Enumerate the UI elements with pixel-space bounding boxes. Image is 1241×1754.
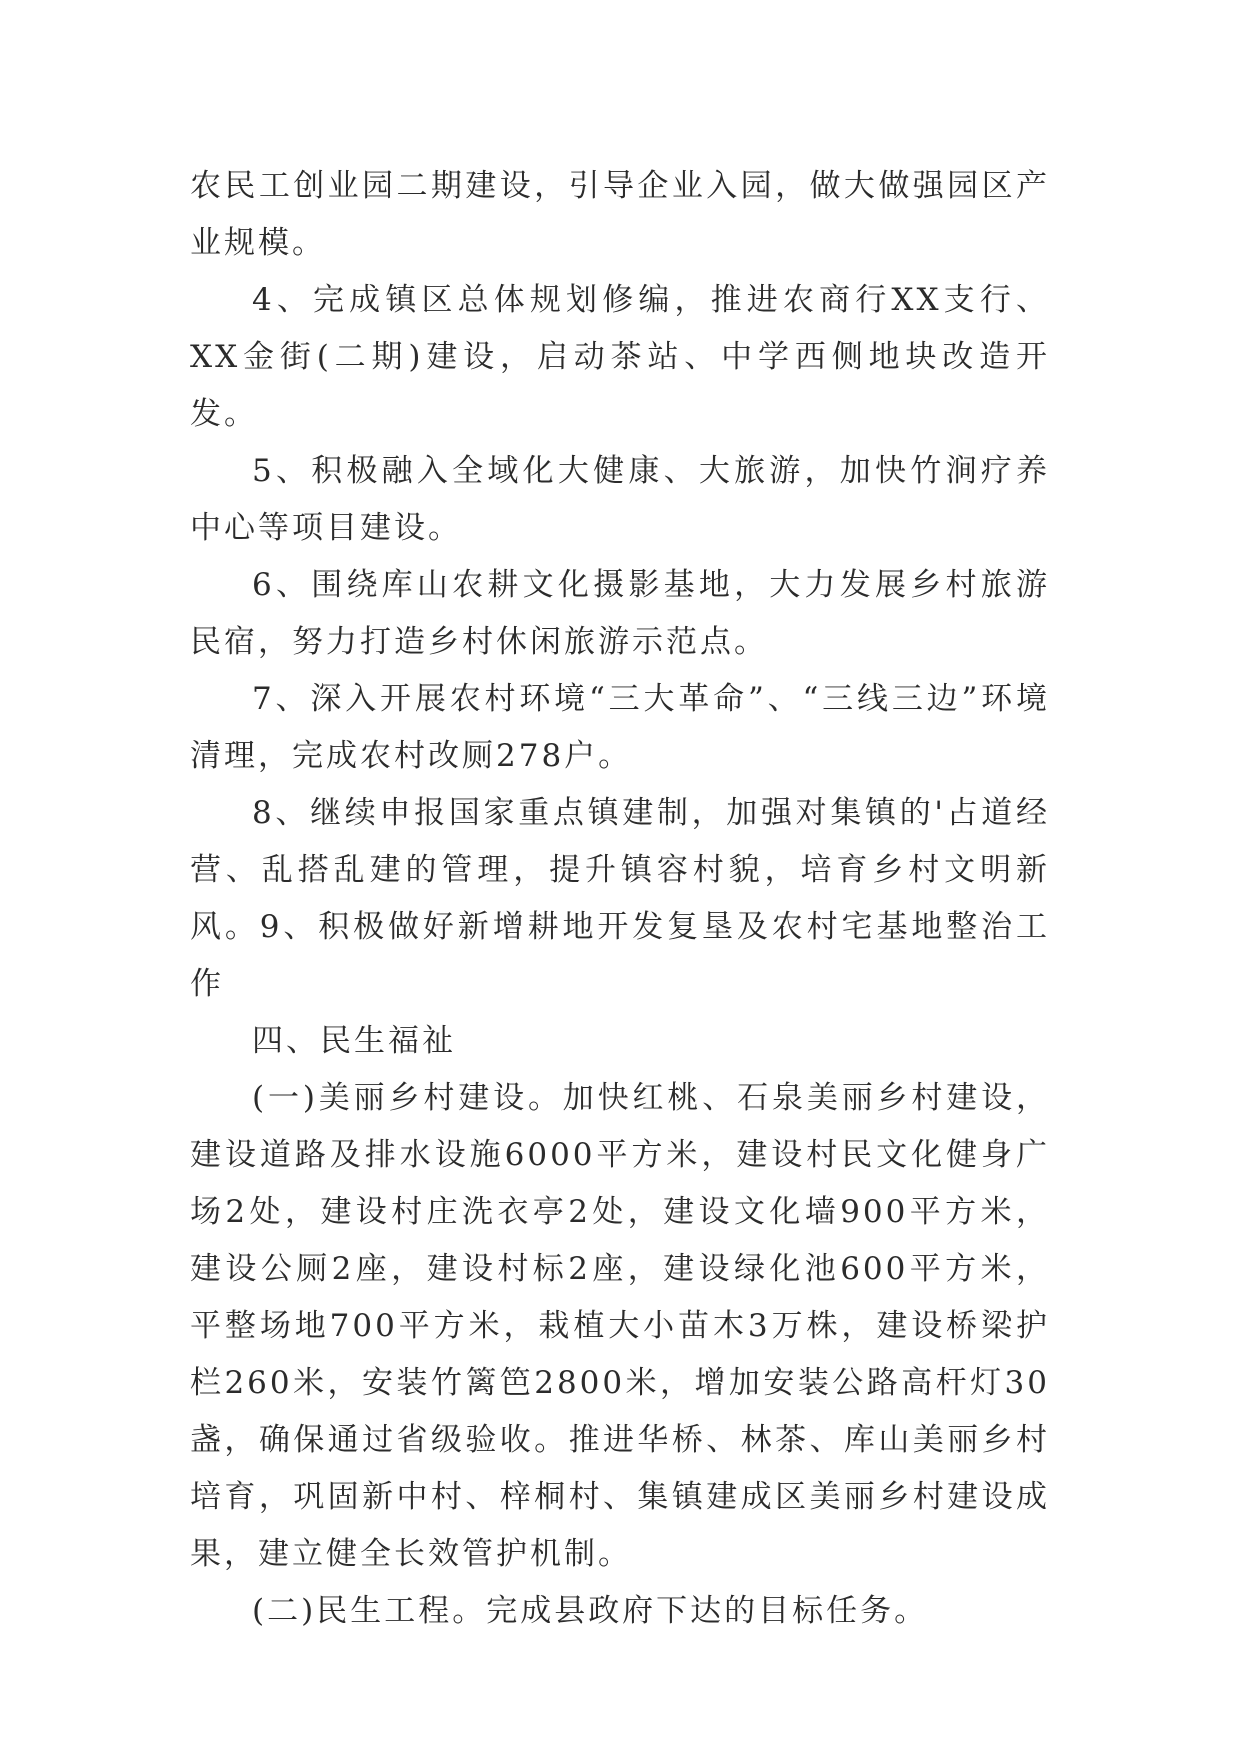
paragraph-6: 8、继续申报国家重点镇建制，加强对集镇的'占道经营、乱搭乱建的管理，提升镇容村貌，培育乡村文明新风。9、积极做好新增耕地开发复垦及农村宅基地整治工作 — [190, 795, 1050, 1002]
paragraph-2: 4、完成镇区总体规划修编，推进农商行XX支行、XX金街(二期)建设，启动茶站、中学西侧地块改造开发。 — [190, 282, 1050, 432]
paragraph-3: 5、积极融入全域化大健康、大旅游，加快竹涧疗养中心等项目建设。 — [190, 453, 1050, 546]
document-body — [190, 158, 1050, 1640]
paragraph-4: 6、围绕库山农耕文化摄影基地，大力发展乡村旅游民宿，努力打造乡村休闲旅游示范点。 — [190, 567, 1050, 660]
paragraph-5: 7、深入开展农村环境“三大革命”、“三线三边”环境清理，完成农村改厕278户。 — [190, 681, 1050, 774]
section-heading: 四、民生福祉 — [252, 1023, 456, 1059]
paragraph-8: (二)民生工程。完成县政府下达的目标任务。 — [252, 1593, 929, 1629]
paragraph-7: (一)美丽乡村建设。加快红桃、石泉美丽乡村建设，建设道路及排水设施6000平方米，建设村民文化健身广场2处，建设村庄洗衣亭2处，建设文化墙900平方米，建设公厕2座，建设村标2座，建设绿化池600平方米，平整场地700平方米，栽植大小苗木3万株，建设桥梁护栏260米，安装竹篱笆2800米，增加安装公路高杆灯30盏，确保通过省级验收。推进华桥、林茶、库山美丽乡村培育，巩固新中村、梓桐村、集镇建成区美丽乡村建设成果，建立健全长效管护机制。 — [190, 1080, 1050, 1572]
paragraph-1: 农民工创业园二期建设，引导企业入园，做大做强园区产业规模。 — [190, 168, 1050, 261]
